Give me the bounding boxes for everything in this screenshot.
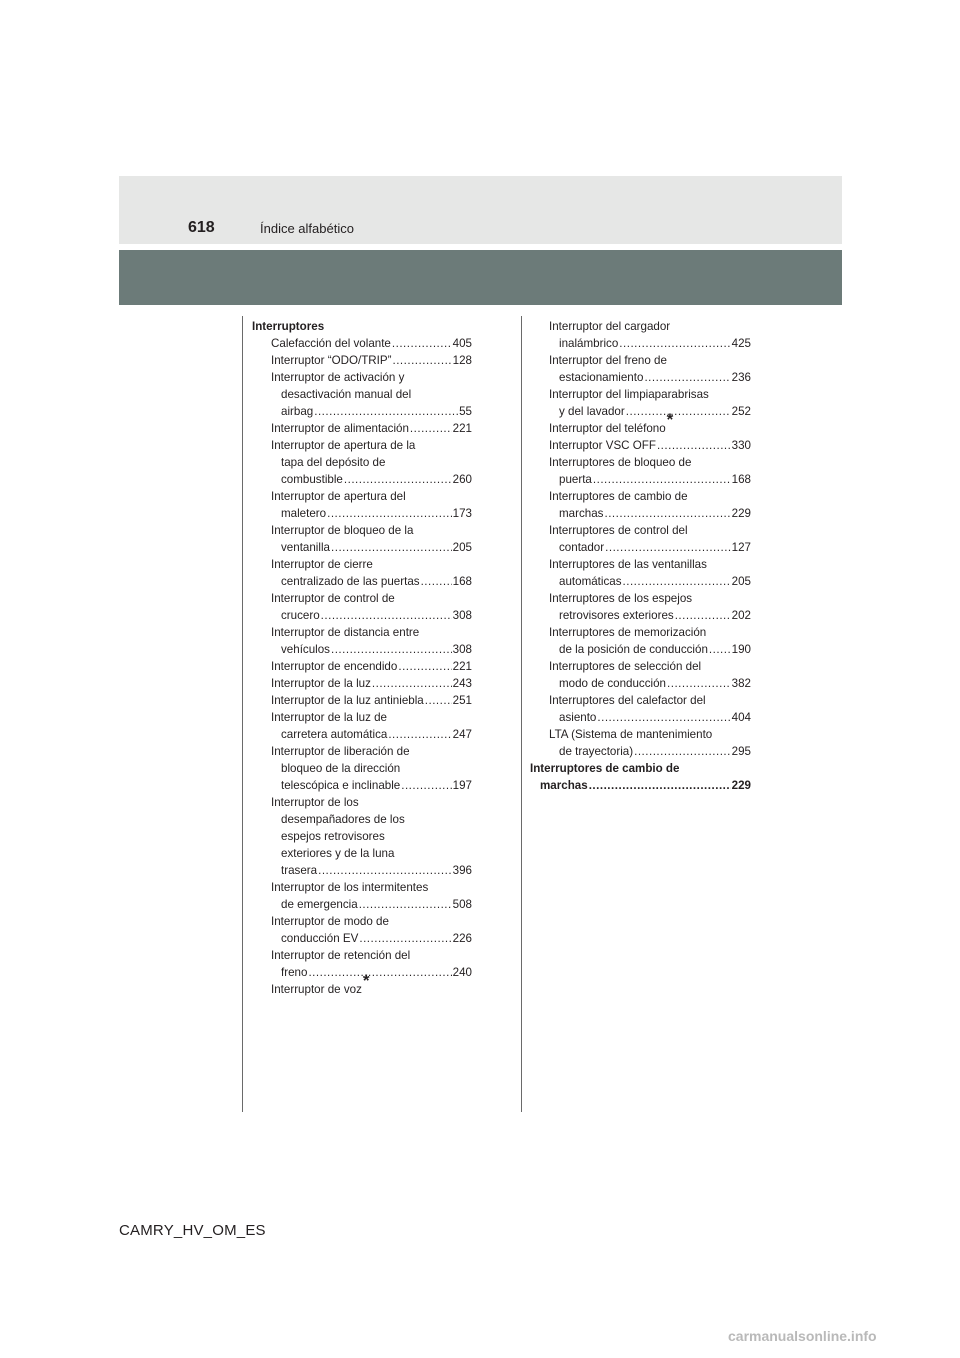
dot-leader [593,471,731,488]
page-reference: 168 [452,575,472,588]
index-entry-text: automáticas [559,575,622,588]
index-entry-text: combustible [281,473,343,486]
page-reference: 396 [452,864,472,877]
index-entry-text: de la posición de conducción [559,643,708,656]
index-entry-text: puerta [559,473,592,486]
index-entry-text: Interruptor de la luz de [271,711,388,724]
index-entry-text: maletero [281,507,327,520]
dot-leader [709,641,731,658]
page-reference: 173 [452,507,472,520]
page-reference: 202 [731,609,751,622]
index-entry-line [549,454,751,471]
page-reference: 226 [452,932,472,945]
index-entry-line [549,675,751,692]
chapter-band [119,250,842,305]
index-entry-text: desempañadores de los [281,813,405,826]
page-reference: 221 [452,660,472,673]
index-entry-line [549,539,751,556]
index-column-left [252,318,472,998]
dot-leader [675,607,731,624]
dot-leader [372,675,452,692]
header-band [119,176,842,244]
index-entry-text: marchas [559,507,604,520]
page-reference: 243 [452,677,472,690]
index-entry-text: Interruptor de apertura del [271,490,406,503]
index-entry-line [271,947,472,964]
index-entry-line [271,437,472,454]
index-entry-text: Interruptores de cambio de [549,490,688,503]
dot-leader [619,335,730,352]
index-entry-line [549,641,751,658]
index-entry-line [271,607,472,624]
index-entry-text: espejos retrovisores [281,830,385,843]
index-entry-text: Interruptor de la luz [271,677,371,690]
index-entry-line [271,522,472,539]
index-entry-line [271,420,472,437]
index-entry-line [549,607,751,624]
index-entry-text: Interruptores de control del [549,524,688,537]
index-entry-line [271,845,472,862]
index-entry-text: airbag [281,405,314,418]
index-entry-text: Interruptor de control de [271,592,395,605]
index-entry-line [549,369,751,386]
index-entry-line [271,658,472,675]
index-entry-line [271,726,472,743]
index-entry [530,556,751,590]
page-reference: 508 [452,898,472,911]
index-entry-text: Interruptor del freno de [549,354,667,367]
index-entry-line [271,862,472,879]
index-entry-line [549,573,751,590]
index-entry-text: Interruptores de las ventanillas [549,558,707,571]
index-entry-text: conducción EV [281,932,359,945]
index-entry-text: retrovisores exteriores [559,609,674,622]
index-entry [252,556,472,590]
section-title: Índice alfabético [260,221,354,236]
index-entry-line [549,658,751,675]
index-entry [252,794,472,879]
index-entry-text: Interruptor de activación y [271,371,405,384]
index-entry-line [271,624,472,641]
footnote-asterisk-icon: * [362,971,370,990]
dot-leader [331,539,452,556]
index-entry-text: Interruptor de retención del [271,949,411,962]
index-entry-text: Interruptores de los espejos [549,592,693,605]
index-entry [530,692,751,726]
dot-leader [410,420,452,437]
index-entry [530,658,751,692]
dot-leader [308,964,451,981]
index-entry-line [549,692,751,709]
index-entry-line [549,709,751,726]
index-entry [252,369,472,420]
index-entry-text: de trayectoria) [559,745,634,758]
index-entry-line [271,896,472,913]
index-entry-line [549,522,751,539]
page-reference: 251 [452,694,472,707]
index-entry-line [271,471,472,488]
footnote-asterisk-icon: * [666,410,674,429]
index-entry-line [271,369,472,386]
column-divider-middle [521,316,522,1112]
dot-leader [657,437,731,454]
index-entry-line [549,590,751,607]
index-entry-text: centralizado de las puertas [281,575,420,588]
page-reference: 229 [731,507,751,520]
dot-leader [401,777,451,794]
index-entry [530,352,751,386]
index-entry [252,352,472,369]
dot-leader [392,352,451,369]
index-entry-line [252,318,472,335]
dot-leader [623,573,731,590]
index-entry-text: Interruptor de liberación de [271,745,410,758]
index-entry [252,420,472,437]
page-reference: 260 [452,473,472,486]
index-entry [252,675,472,692]
page-reference: 382 [731,677,751,690]
index-entry-line [271,811,472,828]
index-entry [252,335,472,352]
dot-leader [314,403,458,420]
page-reference: 252 [731,405,751,418]
page-number: 618 [188,219,215,236]
page-reference: 127 [731,541,751,554]
page-reference: 205 [452,541,472,554]
index-entry-text: Interruptor “ODO/TRIP” [271,354,392,367]
index-entry-text: y del lavador [559,405,625,418]
index-entry [252,692,472,709]
index-entry-line [271,335,472,352]
dot-leader [359,896,452,913]
index-entry-text: inalámbrico [559,337,619,350]
index-entry-line [549,488,751,505]
dot-leader [425,692,452,709]
index-entry-text: Interruptor de la luz antiniebla [271,694,424,707]
index-entry [530,624,751,658]
index-entry-text: Interruptor de alimentación [271,422,409,435]
page-reference: 236 [731,371,751,384]
index-entry [252,947,472,981]
index-entry-line [549,624,751,641]
index-entry-text: exteriores y de la luna [281,847,395,860]
index-entry [530,726,751,760]
index-entry-line [549,352,751,369]
page-reference: 308 [452,643,472,656]
index-entry-text: Interruptores de memorización [549,626,707,639]
index-entry-line [271,692,472,709]
page-reference: 168 [731,473,751,486]
index-entry [530,760,751,794]
index-entry [530,522,751,556]
index-entry-text: Interruptor de modo de [271,915,389,928]
index-entry-line [271,709,472,726]
index-entry-line [271,777,472,794]
index-entry-line [549,403,751,420]
index-entry-text: carretera automática [281,728,388,741]
index-entry-line [271,930,472,947]
index-entry-line [271,879,472,896]
index-entry-text: Interruptor del limpiaparabrisas [549,388,709,401]
index-entry-text: freno [281,966,308,979]
index-entry-line [530,760,751,777]
index-entry-text: asiento [559,711,597,724]
index-entry-line [271,454,472,471]
index-entry-line [271,590,472,607]
dot-leader [605,539,731,556]
dot-leader [589,777,731,794]
dot-leader [392,335,452,352]
index-entry [252,913,472,947]
dot-leader [421,573,452,590]
index-entry-line [549,386,751,403]
watermark: carmanualsonline.info [728,1328,877,1344]
index-entry-text: Interruptores de cambio de [530,762,680,775]
index-entry [530,454,751,488]
index-entry-text: trasera [281,864,318,877]
index-entry-text: desactivación manual del [281,388,412,401]
index-entry [252,437,472,488]
index-entry [530,318,751,352]
dot-leader [388,726,451,743]
page-reference: 240 [452,966,472,979]
dot-leader [327,505,452,522]
index-entry-text: Interruptor de los [271,796,359,809]
index-entry-line [271,573,472,590]
index-column-right [530,318,751,794]
index-entry-text: estacionamiento [559,371,644,384]
dot-leader [331,641,452,658]
index-entry-line [549,743,751,760]
index-entry-line [271,743,472,760]
index-entry [252,624,472,658]
index-entry [252,522,472,556]
index-entry-text: Interruptores de bloqueo de [549,456,692,469]
index-entry-line [271,352,472,369]
index-entry-line [271,556,472,573]
index-entry-line [271,828,472,845]
dot-leader [318,862,452,879]
index-entry [252,658,472,675]
index-entry-line [549,726,751,743]
index-entry-text: crucero [281,609,320,622]
dot-leader [604,505,730,522]
page-reference: 308 [452,609,472,622]
index-entry-text: Interruptor del cargador [549,320,671,333]
index-entry-line [549,335,751,352]
index-entry-text: Interruptor de voz [271,983,362,996]
page-reference: 197 [452,779,472,792]
dot-leader [359,930,451,947]
index-entry [252,743,472,794]
index-entry-line [271,539,472,556]
page-reference: 330 [731,439,751,452]
page-reference: 229 [731,779,751,792]
index-entry [252,590,472,624]
index-entry [252,879,472,913]
index-entry [252,318,472,335]
index-entry-text: Interruptor de apertura de la [271,439,416,452]
page-reference: 221 [452,422,472,435]
index-entry-text: marchas [540,779,588,792]
page-reference: 404 [731,711,751,724]
page-reference: 128 [452,354,472,367]
index-entry-line [549,505,751,522]
index-entry-line [271,794,472,811]
index-entry-line [271,386,472,403]
index-entry [530,488,751,522]
index-entry-text: Interruptores del calefactor del [549,694,706,707]
index-entry-text: vehículos [281,643,330,656]
index-entry-text: bloqueo de la dirección [281,762,401,775]
dot-leader [344,471,452,488]
index-entry-line [530,777,751,794]
page-reference: 425 [731,337,751,350]
dot-leader [398,658,451,675]
dot-leader [626,403,731,420]
index-entry-line [549,437,751,454]
page-reference: 405 [452,337,472,350]
index-entry-text: modo de conducción [559,677,666,690]
page-reference: 205 [731,575,751,588]
index-entry-text: Interruptores de selección del [549,660,702,673]
index-entry [252,488,472,522]
index-entry-line [271,488,472,505]
dot-leader [597,709,730,726]
index-entry-text: Interruptor de encendido [271,660,398,673]
index-entry-text: Interruptor de cierre [271,558,373,571]
index-entry-text: Interruptor del teléfono [549,422,666,435]
index-entry-text: Calefacción del volante [271,337,391,350]
index-entry-text: ventanilla [281,541,330,554]
page-reference: 55 [459,405,472,418]
index-entry-text: de emergencia [281,898,358,911]
index-entry [530,386,751,420]
index-entry-text: Interruptores [252,320,325,333]
page-reference: 247 [452,728,472,741]
index-entry-text: LTA (Sistema de mantenimiento [549,728,713,741]
dot-leader [634,743,731,760]
index-entry-text: tapa del depósito de [281,456,386,469]
index-entry [530,590,751,624]
page-reference: 295 [731,745,751,758]
index-entry-line [271,760,472,777]
index-entry-line [271,641,472,658]
dot-leader [321,607,452,624]
index-entry-line [271,505,472,522]
index-entry-line [271,403,472,420]
index-entry-line [549,556,751,573]
index-entry [530,437,751,454]
index-entry-text: Interruptor de distancia entre [271,626,420,639]
index-entry-text: telescópica e inclinable [281,779,401,792]
page-reference: 190 [731,643,751,656]
index-entry-line [549,318,751,335]
manual-code: CAMRY_HV_OM_ES [119,1222,266,1239]
dot-leader [667,675,731,692]
index-entry-text: Interruptor de los intermitentes [271,881,429,894]
index-entry-line [271,964,472,981]
dot-leader [644,369,730,386]
index-entry-text: Interruptor VSC OFF [549,439,656,452]
index-entry [252,709,472,743]
index-entry-text: contador [559,541,605,554]
index-entry-line [549,471,751,488]
index-entry-line [271,675,472,692]
index-entry-line [271,913,472,930]
column-divider-left [242,316,243,1112]
index-entry-text: Interruptor de bloqueo de la [271,524,414,537]
